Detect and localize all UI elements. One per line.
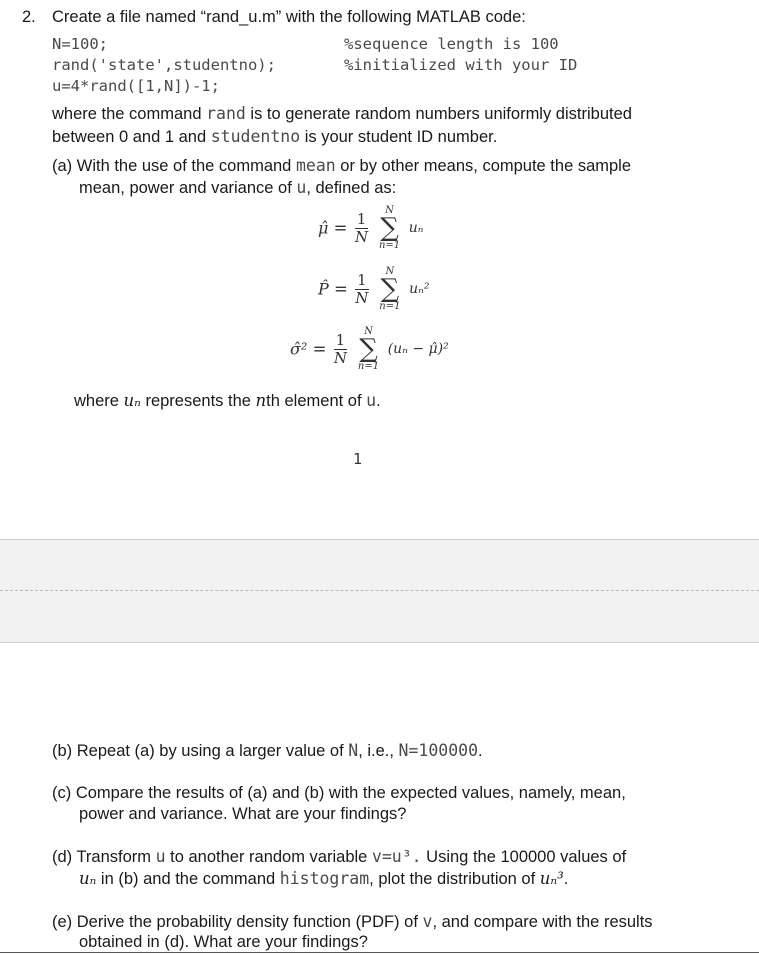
code-line-2: rand('state',studentno); <box>52 56 276 74</box>
part-e-line-2: obtained in (d). What are your findings? <box>79 933 368 951</box>
part-a-line-2: mean, power and variance of u, defined as: <box>79 178 397 197</box>
part-a-line-1: (a) With the use of the command mean or by other means, compute the sample <box>52 156 632 175</box>
page-break <box>0 539 759 643</box>
inline-code: studentno <box>210 127 301 146</box>
code-comment-1: %sequence length is 100 <box>344 35 559 53</box>
part-e-line-1: (e) Derive the probability density function (PDF) of v, and compare with the results <box>52 912 653 931</box>
question-number: 2. <box>22 8 36 26</box>
description-line-2: between 0 and 1 and studentno is your student ID number. <box>52 127 498 146</box>
bottom-rule <box>0 952 759 953</box>
part-d-line-2: uₙ in (b) and the command histogram, plot the distribution of uₙ³. <box>79 869 569 888</box>
formula-power: P̂ = $\frac{1}{N}$ N ∑ n=1 uₙ² <box>318 266 430 312</box>
inline-code: mean <box>295 156 336 175</box>
formula-mean: μ̂ = $\frac{1}{N}$ N ∑ n=1 uₙ <box>318 205 424 251</box>
inline-code: u <box>296 178 307 197</box>
page-number: 1 <box>353 450 363 468</box>
part-c-line-2: power and variance. What are your findings? <box>79 805 407 823</box>
part-b: (b) Repeat (a) by using a larger value of N, i.e., N=100000. <box>52 741 483 760</box>
part-c-line-1: (c) Compare the results of (a) and (b) with the expected values, namely, mean, <box>52 784 626 802</box>
formula-variance: σ̂² = $\frac{1}{N}$ N ∑ n=1 (uₙ − μ̂)² <box>290 326 449 372</box>
description-line-1: where the command rand is to generate random numbers uniformly distributed <box>52 104 632 123</box>
code-comment-2: %initialized with your ID <box>344 56 578 74</box>
question-title: Create a file named “rand_u.m” with the following MATLAB code: <box>52 8 526 26</box>
code-line-1: N=100; <box>52 35 108 53</box>
inline-code: rand <box>206 104 246 123</box>
where-line: where uₙ represents the nth element of u. <box>74 391 381 410</box>
page-break-divider <box>0 590 759 591</box>
part-d-line-1: (d) Transform u to another random variable v=u³. Using the 100000 values of <box>52 847 627 866</box>
code-line-3: u=4*rand([1,N])-1; <box>52 77 220 95</box>
